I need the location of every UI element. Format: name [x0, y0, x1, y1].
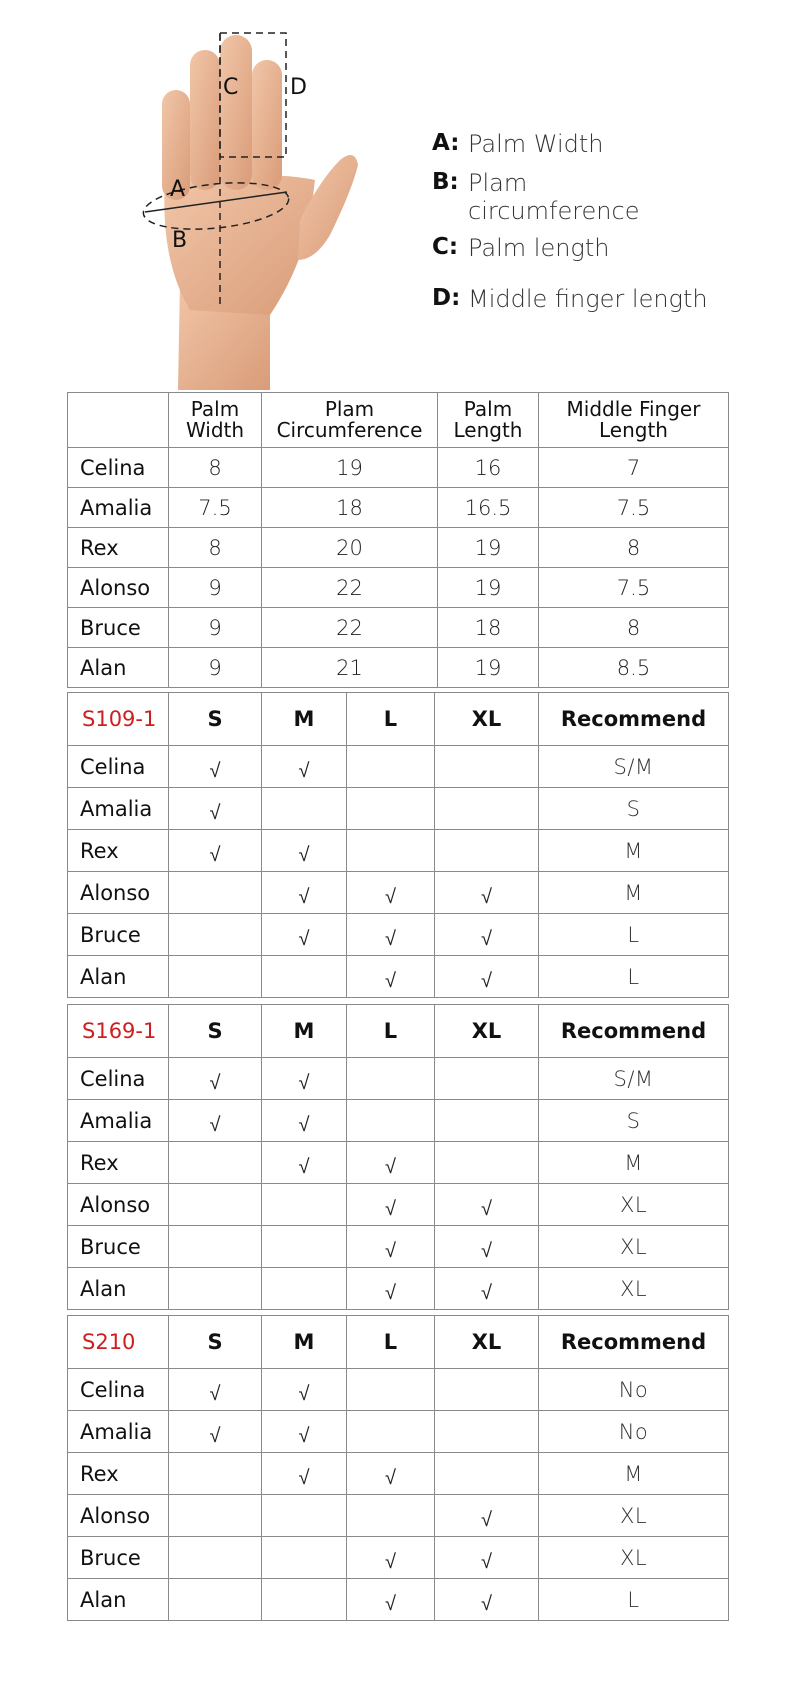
measurement-value: 7.5	[539, 488, 729, 528]
check-mark-icon: √	[298, 1465, 310, 1489]
header-middle-finger-length: Middle Finger Length	[539, 393, 729, 448]
label-b: B	[172, 228, 188, 253]
check-mark-icon: √	[298, 926, 310, 950]
fit-cell	[262, 1142, 347, 1184]
table-row	[68, 1100, 729, 1142]
fit-cell-empty	[435, 1142, 539, 1184]
check-mark-icon: √	[209, 842, 221, 866]
check-mark-icon: √	[481, 968, 492, 992]
model-label: S210	[68, 1316, 169, 1369]
recommend-value: S/M	[539, 1058, 729, 1100]
person-name: Celina	[68, 1058, 169, 1100]
recommend-value: No	[539, 1411, 729, 1453]
person-name: Amalia	[68, 788, 169, 830]
measurement-value: 9	[169, 648, 262, 688]
legend-text: Middle finger length	[468, 285, 708, 313]
fit-cell-empty	[435, 1411, 539, 1453]
size-header-cell: S	[169, 1316, 262, 1369]
measurement-value: 19	[438, 528, 539, 568]
person-name: Alan	[68, 648, 169, 688]
size-header-cell: M	[262, 1005, 347, 1058]
person-name: Rex	[68, 830, 169, 872]
size-header-row	[68, 693, 729, 746]
table-row	[68, 788, 729, 830]
fit-cell	[262, 1058, 347, 1100]
size-header-cell: XL	[435, 1316, 539, 1369]
check-mark-icon: √	[481, 884, 492, 908]
fit-cell	[435, 1226, 539, 1268]
header-plam-circumference: Plam Circumference	[262, 393, 438, 448]
recommend-value: M	[539, 1142, 729, 1184]
recommend-value: L	[539, 1579, 729, 1621]
fit-cell-empty	[435, 1369, 539, 1411]
check-mark-icon: √	[298, 1070, 310, 1094]
table-row	[68, 1268, 729, 1310]
fit-cell	[347, 1142, 435, 1184]
check-mark-icon: √	[481, 1238, 492, 1262]
fit-cell-empty	[262, 1579, 347, 1621]
fit-cell-empty	[262, 1226, 347, 1268]
size-table-s169-1	[67, 1004, 729, 1310]
fit-cell	[262, 1453, 347, 1495]
recommend-value: XL	[539, 1495, 729, 1537]
recommend-value: XL	[539, 1226, 729, 1268]
check-mark-icon: √	[385, 1154, 396, 1178]
measurement-value: 16	[438, 448, 539, 488]
model-label: S169-1	[68, 1005, 169, 1058]
fit-cell-empty	[435, 788, 539, 830]
label-d: D	[290, 75, 307, 100]
measurement-value: 8	[539, 528, 729, 568]
fit-cell	[435, 1579, 539, 1621]
size-header-cell: S	[169, 1005, 262, 1058]
fit-cell-empty	[169, 914, 262, 956]
table-row	[68, 488, 729, 528]
header-cell	[68, 393, 169, 448]
person-name: Bruce	[68, 608, 169, 648]
fit-cell	[347, 1184, 435, 1226]
size-header-cell: Recommend	[539, 1005, 729, 1058]
fit-cell-empty	[169, 872, 262, 914]
person-name: Amalia	[68, 1411, 169, 1453]
measurement-value: 16.5	[438, 488, 539, 528]
fit-cell-empty	[262, 1268, 347, 1310]
fit-cell	[435, 872, 539, 914]
fit-cell	[347, 1226, 435, 1268]
check-mark-icon: √	[209, 758, 221, 782]
person-name: Bruce	[68, 914, 169, 956]
fit-cell-empty	[347, 1495, 435, 1537]
size-header-cell: S	[169, 693, 262, 746]
person-name: Celina	[68, 1369, 169, 1411]
table-row	[68, 872, 729, 914]
person-name: Bruce	[68, 1226, 169, 1268]
legend-text: Palm length	[468, 234, 610, 262]
check-mark-icon: √	[298, 1154, 310, 1178]
recommend-value: No	[539, 1369, 729, 1411]
measurement-value: 8	[169, 448, 262, 488]
measurement-value: 22	[262, 568, 438, 608]
table-row	[68, 1579, 729, 1621]
person-name: Celina	[68, 746, 169, 788]
fit-cell	[169, 1058, 262, 1100]
fit-cell	[347, 1268, 435, 1310]
fit-cell-empty	[169, 1268, 262, 1310]
fit-cell-empty	[347, 830, 435, 872]
fit-cell	[347, 1453, 435, 1495]
size-header-cell: Recommend	[539, 1316, 729, 1369]
measurement-value: 18	[262, 488, 438, 528]
measurement-value: 7.5	[539, 568, 729, 608]
fit-cell	[262, 872, 347, 914]
fit-cell	[262, 914, 347, 956]
table-row	[68, 568, 729, 608]
size-header-cell: L	[347, 1005, 435, 1058]
size-header-row	[68, 1005, 729, 1058]
fit-cell-empty	[435, 746, 539, 788]
table-row	[68, 1184, 729, 1226]
table-row	[68, 830, 729, 872]
fit-cell-empty	[169, 1453, 262, 1495]
size-header-cell: M	[262, 693, 347, 746]
table-row	[68, 956, 729, 998]
fit-cell	[347, 872, 435, 914]
person-name: Alonso	[68, 872, 169, 914]
table-row	[68, 648, 729, 688]
fit-cell	[347, 1537, 435, 1579]
fit-cell	[169, 1100, 262, 1142]
measurement-value: 19	[438, 568, 539, 608]
check-mark-icon: √	[385, 926, 396, 950]
fit-cell-empty	[347, 1369, 435, 1411]
fit-cell-empty	[169, 1495, 262, 1537]
recommend-value: L	[539, 914, 729, 956]
fit-cell-empty	[347, 1058, 435, 1100]
fit-cell-empty	[435, 1058, 539, 1100]
fit-cell	[169, 1411, 262, 1453]
fit-cell	[347, 956, 435, 998]
measurement-value: 19	[438, 648, 539, 688]
fit-cell-empty	[347, 1100, 435, 1142]
fit-cell-empty	[169, 956, 262, 998]
check-mark-icon: √	[481, 1549, 492, 1573]
fit-cell	[262, 1369, 347, 1411]
check-mark-icon: √	[385, 1591, 396, 1615]
fit-cell	[169, 830, 262, 872]
label-a: A	[170, 177, 186, 202]
fit-cell	[262, 746, 347, 788]
person-name: Rex	[68, 1142, 169, 1184]
table-row	[68, 1142, 729, 1184]
fit-cell-empty	[435, 1100, 539, 1142]
table-row	[68, 1226, 729, 1268]
table-row	[68, 1369, 729, 1411]
check-mark-icon: √	[298, 1381, 310, 1405]
fit-cell-empty	[169, 1537, 262, 1579]
hand-measurement-diagram	[130, 30, 370, 390]
fit-cell	[169, 788, 262, 830]
measurement-value: 7.5	[169, 488, 262, 528]
check-mark-icon: √	[385, 1465, 396, 1489]
legend-key: A:	[432, 130, 460, 156]
measurement-value: 22	[262, 608, 438, 648]
check-mark-icon: √	[481, 1280, 492, 1304]
person-name: Rex	[68, 528, 169, 568]
fit-cell	[169, 746, 262, 788]
table-row	[68, 914, 729, 956]
check-mark-icon: √	[298, 842, 310, 866]
fit-cell-empty	[347, 788, 435, 830]
measurement-value: 9	[169, 568, 262, 608]
recommend-value: L	[539, 956, 729, 998]
person-name: Alan	[68, 1268, 169, 1310]
fit-cell-empty	[262, 1184, 347, 1226]
measurement-value: 9	[169, 608, 262, 648]
hand-illustration	[130, 30, 370, 390]
person-name: Rex	[68, 1453, 169, 1495]
measurement-value: 21	[262, 648, 438, 688]
check-mark-icon: √	[481, 926, 492, 950]
recommend-value: S	[539, 788, 729, 830]
size-table-s109-1	[67, 692, 729, 998]
size-header-cell: XL	[435, 1005, 539, 1058]
table-row	[68, 1058, 729, 1100]
measurements-header-row	[68, 393, 729, 448]
table-row	[68, 448, 729, 488]
size-table-s210	[67, 1315, 729, 1621]
fit-cell-empty	[262, 956, 347, 998]
size-header-row	[68, 1316, 729, 1369]
model-label: S109-1	[68, 693, 169, 746]
check-mark-icon: √	[385, 968, 396, 992]
person-name: Celina	[68, 448, 169, 488]
person-name: Alonso	[68, 568, 169, 608]
check-mark-icon: √	[298, 758, 310, 782]
fit-cell	[262, 830, 347, 872]
check-mark-icon: √	[298, 1423, 310, 1447]
recommend-value: S/M	[539, 746, 729, 788]
person-name: Bruce	[68, 1537, 169, 1579]
recommend-value: S	[539, 1100, 729, 1142]
fit-cell-empty	[347, 1411, 435, 1453]
measurement-value: 20	[262, 528, 438, 568]
check-mark-icon: √	[481, 1196, 492, 1220]
fit-cell-empty	[347, 746, 435, 788]
fit-cell-empty	[435, 830, 539, 872]
table-row	[68, 1495, 729, 1537]
fit-cell	[169, 1369, 262, 1411]
person-name: Alonso	[68, 1495, 169, 1537]
check-mark-icon: √	[481, 1591, 492, 1615]
check-mark-icon: √	[385, 1238, 396, 1262]
measurement-value: 18	[438, 608, 539, 648]
fit-cell	[435, 1184, 539, 1226]
check-mark-icon: √	[481, 1507, 492, 1531]
label-c: C	[223, 75, 239, 100]
legend-key: C:	[432, 234, 459, 260]
fit-cell	[262, 1100, 347, 1142]
measurement-value: 7	[539, 448, 729, 488]
check-mark-icon: √	[385, 1549, 396, 1573]
fit-cell	[435, 1537, 539, 1579]
fit-cell-empty	[169, 1579, 262, 1621]
check-mark-icon: √	[385, 884, 396, 908]
recommend-value: XL	[539, 1268, 729, 1310]
check-mark-icon: √	[209, 1070, 221, 1094]
check-mark-icon: √	[209, 800, 221, 824]
person-name: Alan	[68, 1579, 169, 1621]
check-mark-icon: √	[209, 1112, 221, 1136]
size-header-cell: M	[262, 1316, 347, 1369]
size-header-cell: XL	[435, 693, 539, 746]
fit-cell-empty	[169, 1142, 262, 1184]
legend-key: D:	[432, 285, 461, 311]
recommend-value: M	[539, 1453, 729, 1495]
check-mark-icon: √	[298, 1112, 310, 1136]
person-name: Amalia	[68, 1100, 169, 1142]
legend-text: Palm Width	[468, 130, 604, 158]
table-row	[68, 528, 729, 568]
recommend-value: XL	[539, 1184, 729, 1226]
fit-cell-empty	[435, 1453, 539, 1495]
person-name: Amalia	[68, 488, 169, 528]
measurement-value: 8	[169, 528, 262, 568]
fit-cell	[262, 1411, 347, 1453]
measurements-table	[67, 392, 729, 688]
check-mark-icon: √	[298, 884, 310, 908]
person-name: Alonso	[68, 1184, 169, 1226]
table-row	[68, 1537, 729, 1579]
size-header-cell: L	[347, 693, 435, 746]
person-name: Alan	[68, 956, 169, 998]
check-mark-icon: √	[385, 1196, 396, 1220]
fit-cell	[435, 956, 539, 998]
fit-cell	[347, 914, 435, 956]
recommend-value: M	[539, 872, 729, 914]
check-mark-icon: √	[385, 1280, 396, 1304]
header-palm-width: Palm Width	[169, 393, 262, 448]
table-row	[68, 608, 729, 648]
table-row	[68, 746, 729, 788]
measurement-value: 8	[539, 608, 729, 648]
check-mark-icon: √	[209, 1381, 221, 1405]
fit-cell-empty	[169, 1184, 262, 1226]
table-row	[68, 1453, 729, 1495]
measurement-value: 8.5	[539, 648, 729, 688]
recommend-value: M	[539, 830, 729, 872]
fit-cell	[435, 914, 539, 956]
size-header-cell: Recommend	[539, 693, 729, 746]
header-palm-length: Palm Length	[438, 393, 539, 448]
measurement-value: 19	[262, 448, 438, 488]
fit-cell	[347, 1579, 435, 1621]
check-mark-icon: √	[209, 1423, 221, 1447]
legend-key: B:	[432, 169, 459, 195]
legend-text: Plam circumference	[468, 169, 640, 225]
fit-cell-empty	[262, 1495, 347, 1537]
size-header-cell: L	[347, 1316, 435, 1369]
fit-cell-empty	[169, 1226, 262, 1268]
fit-cell-empty	[262, 788, 347, 830]
table-row	[68, 1411, 729, 1453]
fit-cell-empty	[262, 1537, 347, 1579]
fit-cell	[435, 1495, 539, 1537]
fit-cell	[435, 1268, 539, 1310]
recommend-value: XL	[539, 1537, 729, 1579]
